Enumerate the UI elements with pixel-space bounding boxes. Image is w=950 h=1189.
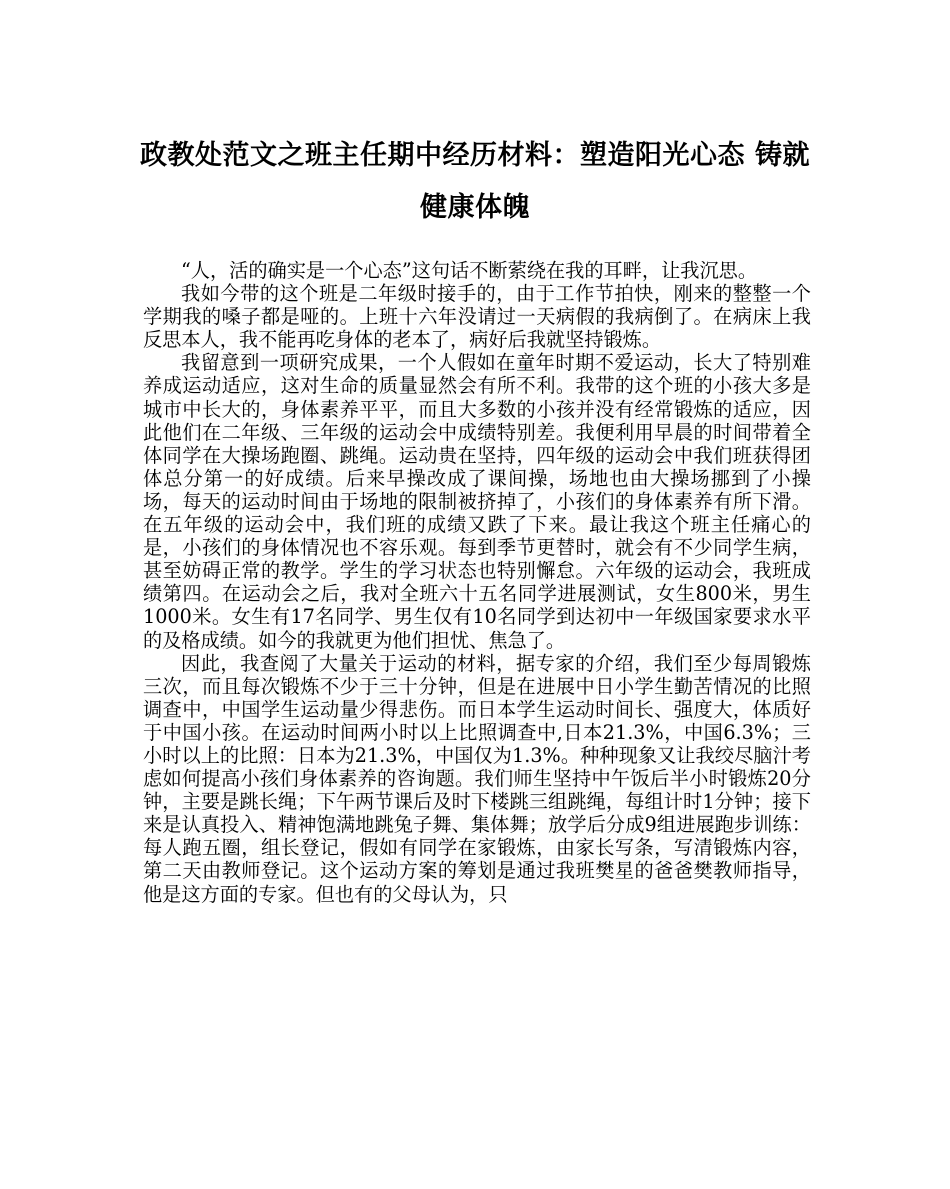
document-body [143, 259, 811, 906]
paragraph: “人，活的确实是一个心态”这句话不断萦绕在我的耳畔，让我沉思。 [181, 259, 758, 282]
paragraph: 我如今带的这个班是二年级时接手的，由于工作节拍快，刚来的整整一个学期我的嗓子都是哑的。上班十六年没请过一天病假的我病倒了。在病床上我反思本人，我不能再吃身体的老本了，病好后我就坚持锻炼。 [143, 282, 811, 352]
document-title: 政教处范文之班主任期中经历材料：塑造阳光心态 铸就健康体魄 [140, 140, 810, 223]
paragraph: 我留意到一项研究成果，一个人假如在童年时期不爱运动，长大了特别难养成运动适应，这对生命的质量显然会有所不利。我带的这个班的小孩大多是城市中长大的，身体素养平平，而且大多数的小孩并没有经常锻炼的适应，因此他们在二年级、三年级的运动会中成绩特别差。我便利用早晨的时间带着全体同学在大操场跑圈、跳绳。运动贵在坚持，四年级的运动会中我们班获得团体总分第一的好成绩。后来早操改成了课间操，场地也由大操场挪到了小操场，每天的运动时间由于场地的限制被挤掉了，小孩们的身体素养有所下滑。在五年级的运动会中，我们班的成绩又跌了下来。最让我这个班主任痛心的是，小孩们的身体情况也不容乐观。每到季节更替时，就会有不少同学生病，甚至妨碍正常的教学。学生的学习状态也特别懈怠。六年级的运动会，我班成绩第四。在运动会之后，我对全班六十五名同学进展测试，女生800米，男生1000米。女生有17名同学、男生仅有10名同学到达初中一年级国家要求水平的及格成绩。如今的我就更为他们担忧、焦急了。 [143, 351, 811, 652]
paragraph: 因此，我查阅了大量关于运动的材料，据专家的介绍，我们至少每周锻炼三次，而且每次锻炼不少于三十分钟，但是在进展中日小学生勤苦情况的比照调查中，中国学生运动量少得悲伤。而日本学生运动时间长、强度大，体质好于中国小孩。在运动时间两小时以上比照调查中,日本21.3%，中国6.3%；三小时以上的比照：日本为21.3%，中国仅为1.3%。种种现象又让我绞尽脑汁考虑如何提高小孩们身体素养的咨询题。我们师生坚持中午饭后半小时锻炼20分钟，主要是跳长绳；下午两节课后及时下楼跳三组跳绳，每组计时1分钟；接下来是认真投入、精神饱满地跳兔子舞、集体舞；放学后分成9组进展跑步训练：每人跑五圈，组长登记，假如有同学在家锻炼，由家长写条，写清锻炼内容，第二天由教师登记。这个运动方案的筹划是通过我班樊星的爸爸樊教师指导，他是这方面的专家。但也有的父母认为，只 [143, 651, 811, 906]
